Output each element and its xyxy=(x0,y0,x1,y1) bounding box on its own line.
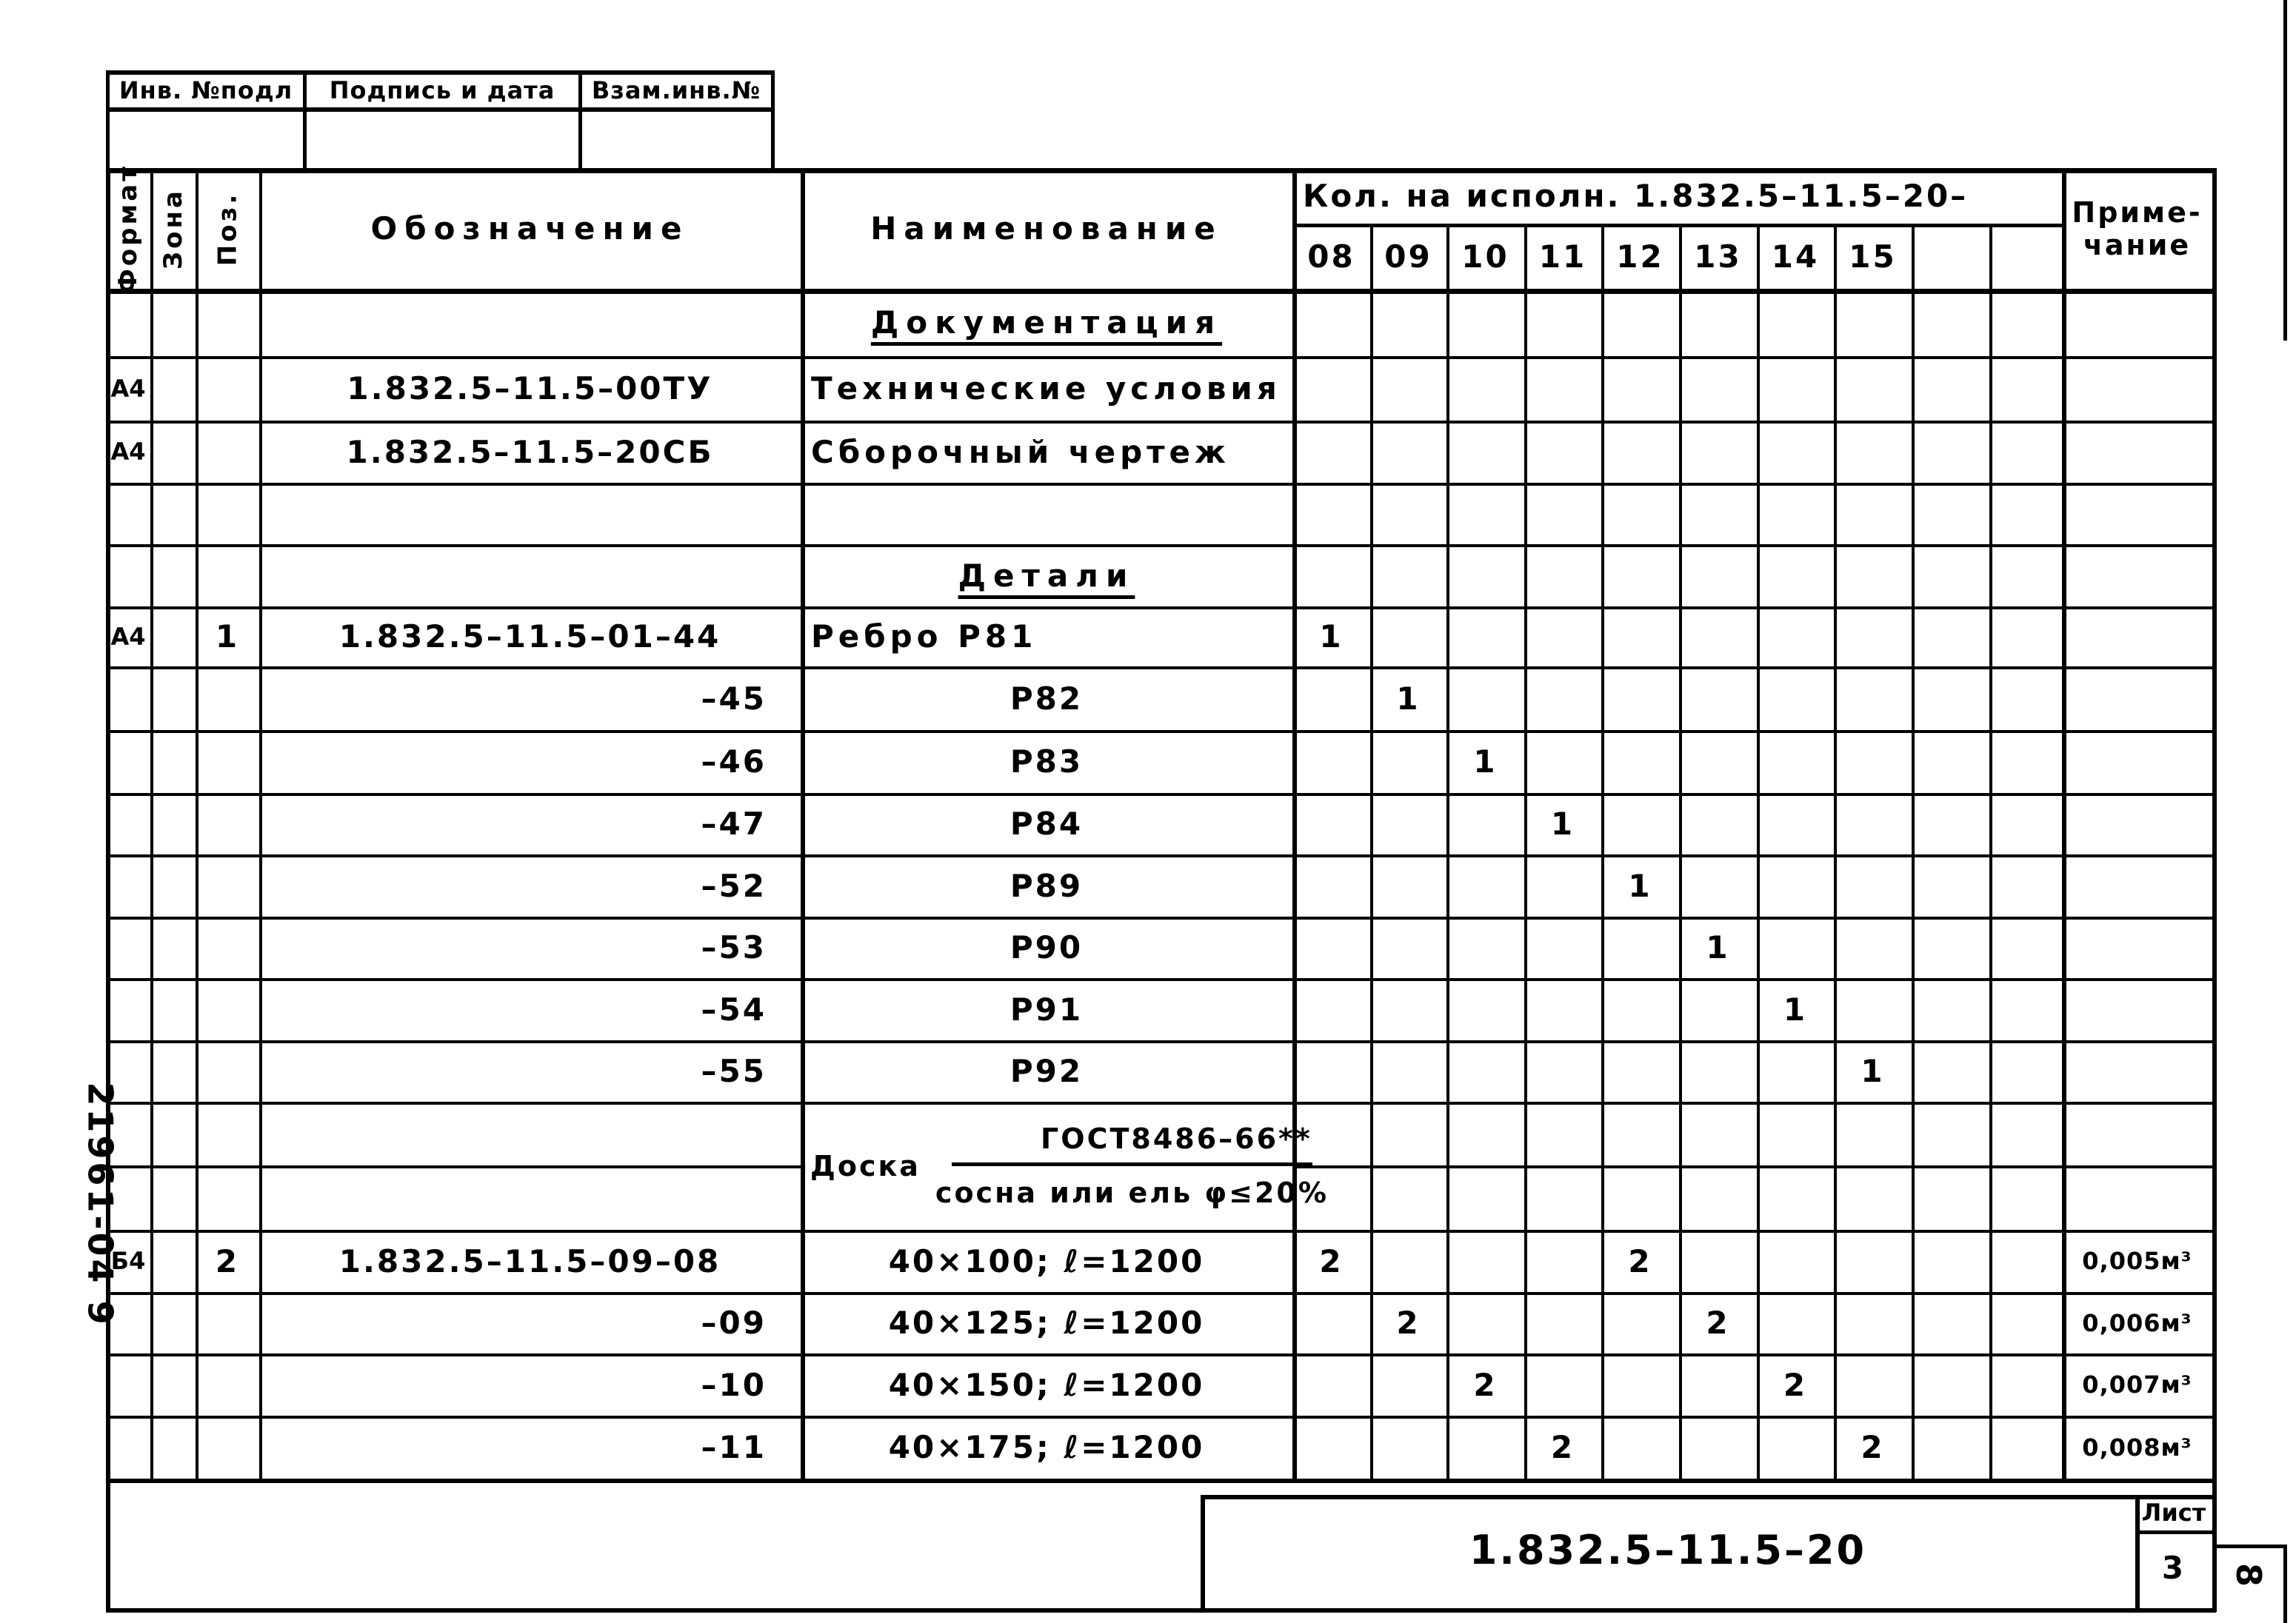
note-cell xyxy=(2062,978,2212,1040)
header-qty-col: 11 xyxy=(1538,238,1587,275)
qty-cell xyxy=(1834,1230,1912,1292)
note-cell: 0,008м³ xyxy=(2082,1433,2192,1462)
qty-cell xyxy=(1757,1230,1834,1292)
name-cell: Р83 xyxy=(1009,743,1084,780)
qty-cell xyxy=(1370,730,1446,793)
zone-cell xyxy=(150,421,196,483)
zone-cell xyxy=(150,854,196,917)
qty-cell xyxy=(1757,606,1834,666)
section-heading: Детали xyxy=(958,557,1135,594)
qty-cell xyxy=(1757,1292,1834,1353)
header-zone xyxy=(150,168,196,289)
qty-cell xyxy=(1524,1292,1601,1353)
designation-cell: –54 xyxy=(701,991,767,1028)
name-cell: Ребро Р81 xyxy=(811,618,1038,655)
qty-cell xyxy=(1370,1230,1446,1292)
stamp-value-field[interactable] xyxy=(109,110,303,167)
qty-cell xyxy=(1989,730,2062,793)
qty-cell xyxy=(1601,978,1679,1040)
qty-cell xyxy=(1601,606,1679,666)
grid-line xyxy=(771,70,775,170)
qty-cell xyxy=(1601,730,1679,793)
qty-cell xyxy=(1446,978,1524,1040)
qty-cell: 1 xyxy=(1783,991,1808,1028)
header-qty-col: 09 xyxy=(1384,238,1432,275)
qty-cell xyxy=(1292,1353,1370,1416)
zone-cell xyxy=(150,1040,196,1102)
header-format-label: Формат xyxy=(113,163,144,294)
qty-cell xyxy=(1446,1040,1524,1102)
qty-cell xyxy=(1989,793,2062,854)
qty-cell: 2 xyxy=(1550,1429,1575,1465)
qty-cell xyxy=(1370,854,1446,917)
qty-cell xyxy=(1679,978,1757,1040)
zone-cell xyxy=(150,1230,196,1292)
format-cell: Б4 xyxy=(110,1247,146,1275)
qty-cell xyxy=(1679,854,1757,917)
zone-cell xyxy=(150,1292,196,1353)
designation-cell: 1.832.5–11.5–00ТУ xyxy=(347,370,713,406)
qty-cell: 1 xyxy=(1319,618,1344,655)
pos-cell xyxy=(196,854,259,917)
qty-cell xyxy=(1601,421,1679,483)
qty-cell xyxy=(1370,978,1446,1040)
qty-cell xyxy=(1757,421,1834,483)
qty-cell xyxy=(1757,666,1834,730)
qty-cell xyxy=(1524,917,1601,978)
qty-cell xyxy=(1446,606,1524,666)
designation-cell: 1.832.5–11.5–01–44 xyxy=(338,618,721,655)
qty-cell xyxy=(1601,356,1679,421)
material-grade: сосна или ель φ≤20% xyxy=(935,1177,1329,1209)
zone-cell xyxy=(150,1353,196,1416)
qty-cell xyxy=(1292,421,1370,483)
note-cell xyxy=(2062,730,2212,793)
header-pos-label: Поз. xyxy=(213,191,242,266)
qty-cell: 1 xyxy=(1861,1053,1885,1089)
qty-cell xyxy=(1524,606,1601,666)
qty-cell xyxy=(1679,1416,1757,1479)
format-cell: А4 xyxy=(110,438,146,466)
qty-cell xyxy=(1989,606,2062,666)
note-cell xyxy=(2062,1040,2212,1102)
qty-cell xyxy=(1601,793,1679,854)
archive-number: 21961-04 9 xyxy=(80,1082,121,1328)
designation-cell: –10 xyxy=(701,1366,767,1403)
qty-cell xyxy=(1601,1040,1679,1102)
qty-cell xyxy=(1601,1292,1679,1353)
header-qty-col: 08 xyxy=(1307,238,1355,275)
qty-cell xyxy=(1370,917,1446,978)
grid-line xyxy=(2283,1545,2287,1623)
header-qty-col: 13 xyxy=(1694,238,1742,275)
qty-cell xyxy=(1834,793,1912,854)
header-note: Приме-чание xyxy=(2072,195,2203,261)
designation-cell: –55 xyxy=(701,1053,767,1089)
format-cell xyxy=(106,730,150,793)
designation-cell: –53 xyxy=(701,929,767,966)
stamp-header: Подпись и дата xyxy=(329,76,555,104)
qty-cell xyxy=(1989,978,2062,1040)
qty-cell xyxy=(1912,917,1989,978)
pos-cell: 1 xyxy=(215,618,240,655)
designation-cell: –46 xyxy=(701,743,767,780)
zone-cell xyxy=(150,1416,196,1479)
qty-cell xyxy=(1292,1040,1370,1102)
name-cell: 40×125; ℓ=1200 xyxy=(888,1305,1205,1341)
name-cell: Р92 xyxy=(1009,1053,1084,1089)
pos-cell xyxy=(196,1416,259,1479)
qty-cell xyxy=(1524,730,1601,793)
sheet-number: 3 xyxy=(2161,1550,2186,1586)
name-cell: Р82 xyxy=(1009,680,1084,717)
qty-cell xyxy=(1989,356,2062,421)
zone-cell xyxy=(150,978,196,1040)
grid-line xyxy=(2212,1545,2287,1548)
note-cell xyxy=(2062,793,2212,854)
grid-line xyxy=(1292,1165,2216,1168)
zone-cell xyxy=(150,917,196,978)
qty-cell xyxy=(1524,666,1601,730)
name-cell: Р90 xyxy=(1009,929,1084,966)
header-pos xyxy=(196,168,259,289)
qty-cell xyxy=(1370,421,1446,483)
format-cell xyxy=(106,1353,150,1416)
qty-cell xyxy=(1757,730,1834,793)
qty-cell xyxy=(1757,854,1834,917)
header-qty-col: 14 xyxy=(1771,238,1820,275)
qty-cell xyxy=(1292,978,1370,1040)
format-cell xyxy=(106,666,150,730)
qty-cell xyxy=(1524,356,1601,421)
note-cell xyxy=(2062,421,2212,483)
name-cell: Р89 xyxy=(1009,867,1084,904)
note-cell xyxy=(2062,917,2212,978)
zone-cell xyxy=(150,793,196,854)
qty-cell xyxy=(1834,1353,1912,1416)
qty-cell xyxy=(1912,1230,1989,1292)
format-cell xyxy=(106,793,150,854)
designation-cell: –47 xyxy=(701,806,767,842)
pos-cell xyxy=(196,917,259,978)
zone-cell xyxy=(150,730,196,793)
header-qty-col: 12 xyxy=(1616,238,1664,275)
qty-cell: 2 xyxy=(1861,1429,1885,1465)
qty-cell xyxy=(1757,1416,1834,1479)
qty-cell xyxy=(1679,1353,1757,1416)
designation-cell: –52 xyxy=(701,867,767,904)
name-cell: 40×150; ℓ=1200 xyxy=(888,1366,1205,1403)
grid-line xyxy=(106,483,2216,486)
header-designation: Обозначение xyxy=(370,210,690,247)
qty-cell xyxy=(1446,666,1524,730)
qty-cell xyxy=(1679,1040,1757,1102)
pos-cell xyxy=(196,356,259,421)
qty-cell xyxy=(1989,421,2062,483)
qty-cell xyxy=(1989,1353,2062,1416)
format-cell: А4 xyxy=(110,622,146,651)
qty-cell: 2 xyxy=(1473,1366,1498,1403)
pos-cell xyxy=(196,793,259,854)
designation-cell: –11 xyxy=(701,1429,767,1465)
qty-cell xyxy=(1292,730,1370,793)
page-number: 8 xyxy=(2229,1562,2269,1587)
qty-cell xyxy=(1446,1230,1524,1292)
qty-cell xyxy=(1370,606,1446,666)
qty-cell xyxy=(1679,421,1757,483)
qty-cell xyxy=(1292,666,1370,730)
note-cell xyxy=(2062,606,2212,666)
qty-cell xyxy=(1912,356,1989,421)
qty-cell xyxy=(1834,917,1912,978)
qty-cell xyxy=(1446,793,1524,854)
name-cell: 40×175; ℓ=1200 xyxy=(888,1429,1205,1465)
qty-cell: 2 xyxy=(1706,1305,1730,1341)
grid-line xyxy=(2283,0,2287,341)
header-qty-col xyxy=(1912,224,1989,289)
qty-cell: 2 xyxy=(1396,1305,1421,1341)
qty-cell xyxy=(1834,666,1912,730)
qty-cell xyxy=(1834,356,1912,421)
pos-cell: 2 xyxy=(215,1242,240,1279)
header-name: Наименование xyxy=(870,210,1223,247)
qty-cell: 1 xyxy=(1550,806,1575,842)
pos-cell xyxy=(196,730,259,793)
qty-cell xyxy=(1292,917,1370,978)
qty-cell xyxy=(1679,730,1757,793)
zone-cell xyxy=(150,666,196,730)
note-cell: 0,005м³ xyxy=(2082,1247,2192,1275)
qty-cell xyxy=(1834,978,1912,1040)
material-name xyxy=(804,1102,1329,1230)
qty-cell xyxy=(1524,854,1601,917)
format-cell xyxy=(106,1416,150,1479)
qty-cell xyxy=(1524,1040,1601,1102)
qty-cell: 2 xyxy=(1319,1242,1344,1279)
qty-cell xyxy=(1989,1292,2062,1353)
qty-cell xyxy=(1370,1353,1446,1416)
qty-cell: 2 xyxy=(1628,1242,1652,1279)
qty-cell xyxy=(1292,1416,1370,1479)
format-cell xyxy=(106,917,150,978)
grid-line xyxy=(106,1608,2216,1613)
header-qty-col: 10 xyxy=(1461,238,1509,275)
header-format xyxy=(106,163,150,294)
grid-line xyxy=(2212,168,2217,1482)
qty-cell: 1 xyxy=(1396,680,1421,717)
qty-cell xyxy=(1989,1416,2062,1479)
qty-cell xyxy=(1912,666,1989,730)
qty-cell xyxy=(1912,606,1989,666)
qty-cell xyxy=(1524,1353,1601,1416)
qty-cell xyxy=(1679,666,1757,730)
qty-cell xyxy=(1679,1230,1757,1292)
qty-cell xyxy=(1292,793,1370,854)
qty-cell xyxy=(1370,356,1446,421)
qty-cell xyxy=(1601,666,1679,730)
qty-cell xyxy=(1834,1292,1912,1353)
qty-cell xyxy=(1912,421,1989,483)
qty-cell xyxy=(1446,1292,1524,1353)
pos-cell xyxy=(196,1292,259,1353)
qty-cell: 2 xyxy=(1783,1366,1808,1403)
qty-cell xyxy=(1757,917,1834,978)
qty-cell xyxy=(1370,793,1446,854)
qty-cell xyxy=(1679,606,1757,666)
stamp-value-field[interactable] xyxy=(581,110,771,167)
name-cell: 40×100; ℓ=1200 xyxy=(888,1242,1205,1279)
qty-cell: 1 xyxy=(1473,743,1498,780)
qty-cell xyxy=(1834,854,1912,917)
section-heading: Документация xyxy=(870,304,1223,341)
qty-cell xyxy=(1446,421,1524,483)
name-cell: Сборочный чертеж xyxy=(811,433,1230,470)
grid-line xyxy=(106,1479,110,1612)
qty-cell xyxy=(1446,1416,1524,1479)
qty-cell xyxy=(1912,1292,1989,1353)
note-cell xyxy=(2062,356,2212,421)
qty-cell xyxy=(1370,1040,1446,1102)
qty-cell xyxy=(1524,421,1601,483)
format-cell xyxy=(106,854,150,917)
qty-cell xyxy=(1989,1230,2062,1292)
qty-cell xyxy=(1601,1353,1679,1416)
note-cell: 0,006м³ xyxy=(2082,1308,2192,1337)
qty-cell xyxy=(1757,356,1834,421)
qty-cell xyxy=(1757,793,1834,854)
qty-cell xyxy=(1834,730,1912,793)
zone-cell xyxy=(150,356,196,421)
stamp-header: Взам.инв.№ xyxy=(591,76,761,104)
pos-cell xyxy=(196,1040,259,1102)
qty-cell xyxy=(1292,1292,1370,1353)
pos-cell xyxy=(196,1353,259,1416)
header-zone-label: Зона xyxy=(158,187,188,270)
designation-cell: 1.832.5–11.5–20СБ xyxy=(346,433,714,470)
qty-cell xyxy=(1912,730,1989,793)
name-cell: Р91 xyxy=(1009,991,1084,1028)
qty-cell xyxy=(1912,978,1989,1040)
header-qty-col xyxy=(1989,224,2062,289)
qty-cell xyxy=(1912,1353,1989,1416)
qty-cell xyxy=(1989,917,2062,978)
designation-cell: 1.832.5–11.5–09–08 xyxy=(338,1242,721,1279)
name-cell: Р84 xyxy=(1009,806,1084,842)
qty-cell xyxy=(1679,793,1757,854)
header-qty-title: Кол. на исполн. 1.832.5–11.5–20– xyxy=(1303,178,1969,214)
pos-cell xyxy=(196,978,259,1040)
zone-cell xyxy=(150,606,196,666)
pos-cell xyxy=(196,666,259,730)
sheet-label: Лист xyxy=(2141,1499,2206,1527)
qty-cell xyxy=(1292,854,1370,917)
grid-line xyxy=(106,1479,2216,1483)
qty-cell xyxy=(1912,854,1989,917)
qty-cell xyxy=(1912,793,1989,854)
qty-cell xyxy=(1446,356,1524,421)
qty-cell xyxy=(1989,854,2062,917)
qty-cell xyxy=(1989,666,2062,730)
format-cell xyxy=(106,978,150,1040)
qty-cell xyxy=(1834,421,1912,483)
qty-cell xyxy=(1446,917,1524,978)
qty-cell xyxy=(1292,356,1370,421)
designation-cell: –45 xyxy=(701,680,767,717)
qty-cell: 1 xyxy=(1706,929,1730,966)
document-code: 1.832.5–11.5–20 xyxy=(1469,1527,1867,1573)
qty-cell xyxy=(1601,917,1679,978)
format-cell: А4 xyxy=(110,374,146,403)
qty-cell xyxy=(1446,854,1524,917)
qty-cell xyxy=(1912,1416,1989,1479)
material-label: Доска xyxy=(810,1149,921,1182)
material-spec-fraction xyxy=(935,1122,1329,1209)
stamp-header: Инв. №подл xyxy=(119,76,293,104)
stamp-value-field[interactable] xyxy=(306,110,578,167)
qty-cell xyxy=(1757,1040,1834,1102)
qty-cell xyxy=(1989,1040,2062,1102)
qty-cell xyxy=(1524,1230,1601,1292)
qty-cell: 1 xyxy=(1628,867,1652,904)
note-cell xyxy=(2062,854,2212,917)
qty-cell xyxy=(1834,606,1912,666)
designation-cell: –09 xyxy=(701,1305,767,1341)
qty-cell xyxy=(1679,356,1757,421)
qty-cell xyxy=(1601,1416,1679,1479)
note-cell: 0,007м³ xyxy=(2082,1371,2192,1399)
note-cell xyxy=(2062,666,2212,730)
qty-cell xyxy=(1912,1040,1989,1102)
name-cell: Технические условия xyxy=(811,370,1281,406)
pos-cell xyxy=(196,421,259,483)
grid-line xyxy=(106,1165,804,1168)
material-standard: ГОСТ8486–66** xyxy=(952,1122,1312,1166)
qty-cell xyxy=(1524,978,1601,1040)
qty-cell xyxy=(1370,1416,1446,1479)
header-qty-col: 15 xyxy=(1849,238,1897,275)
